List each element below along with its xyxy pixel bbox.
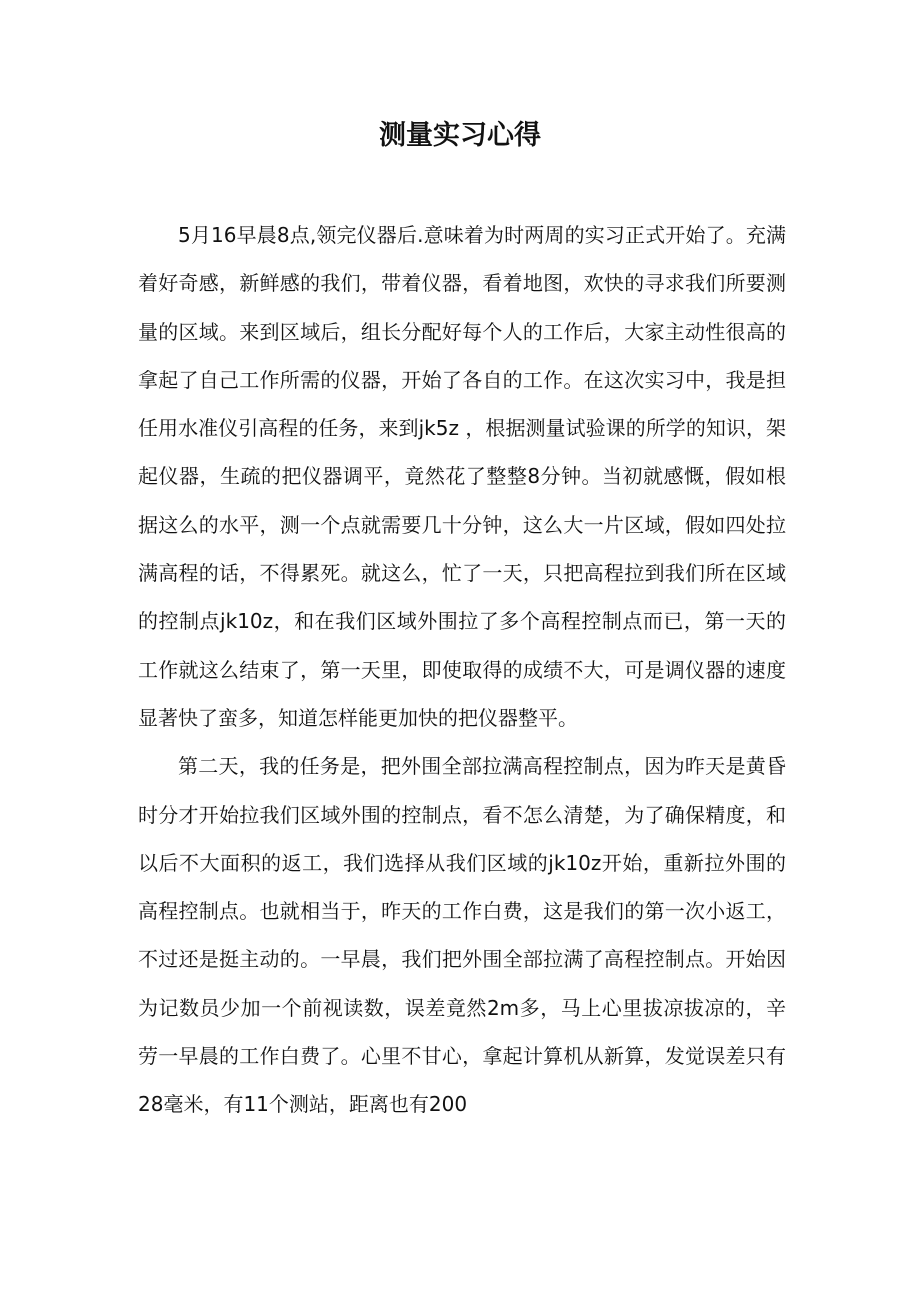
paragraph-2: 第二天，我的任务是，把外围全部拉满高程控制点，因为昨天是黄昏时分才开始拉我们区域外围的控制点，看不怎么清楚，为了确保精度，和以后不大面积的返工，我们选择从我们区域的jk10z开始，重新拉外围的高程控制点。也就相当于，昨天的工作白费，这是我们的第一次小返工，不过还是挺主动的。一早晨，我们把外围全部拉满了高程控制点。开始因为记数员少加一个前视读数，误差竟然2m多，马上心里拔凉拔凉的，辛劳一早晨的工作白费了。心里不甘心，拿起计算机从新算，发觉误差只有28毫米，有11个测站，距离也有200 <box>138 754 786 1117</box>
paragraph-1: 5月16早晨8点,领完仪器后.意味着为时两周的实习正式开始了。充满着好奇感，新鲜感的我们，带着仪器，看着地图，欢快的寻求我们所要测量的区域。来到区域后，组长分配好每个人的工作后，大家主动性很高的拿起了自己工作所需的仪器，开始了各自的工作。在这次实习中，我是担任用水准仪引高程的任务，来到jk5z ，根据测量试验课的所学的知识，架起仪器，生疏的把仪器调平，竟然花了整整8分钟。当初就感慨，假如根据这么的水平，测一个点就需要几十分钟，这么大一片区域，假如四处拉满高程的话，不得累死。就这么，忙了一天，只把高程拉到我们所在区域的控制点jk10z，和在我们区域外围拉了多个高程控制点而已，第一天的工作就这么结束了，第一天里，即使取得的成绩不大，可是调仪器的速度显著快了蛮多，知道怎样能更加快的把仪器整平。 <box>138 223 786 730</box>
document-body <box>138 211 786 1129</box>
document-title: 测量实习心得 <box>379 120 541 151</box>
